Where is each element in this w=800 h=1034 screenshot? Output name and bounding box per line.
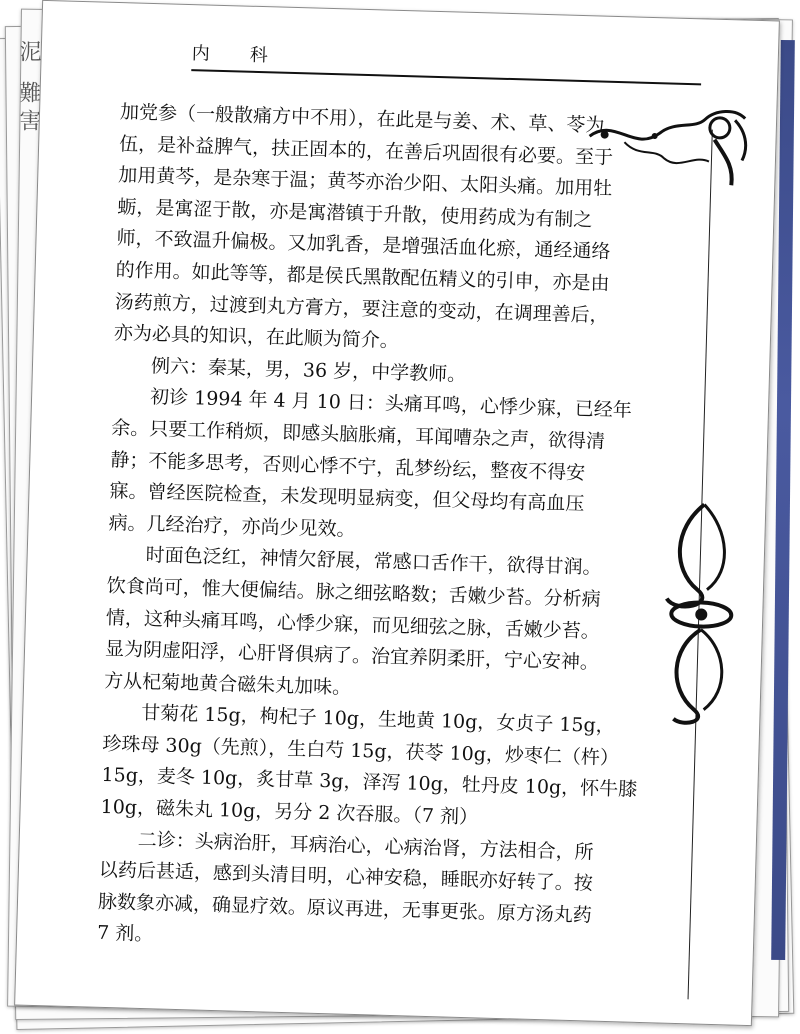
- text-line: 7 剂。: [96, 922, 154, 946]
- text-line: 寐。曾经医院检查，未发现明显病变，但父母均有高血压: [109, 480, 585, 516]
- text-line: 蛎，是寓涩于散，亦是寓潜镇于升散，使用药成为有制之: [117, 195, 593, 232]
- text-line: 的作用。如此等等，都是侯氏黑散配伍精义的引申，亦是由: [115, 259, 610, 295]
- text-line: 加党参（一般散痛方中不用），在此是与姜、术、草、苓为: [119, 101, 605, 137]
- body-text: [97, 97, 681, 965]
- text-line: 脉数象亦减，确显疗效。原议再进，无事更张。原方汤丸药: [97, 890, 593, 927]
- text-line: 病。几经治疗，亦尚少见效。: [108, 511, 356, 541]
- text-line: 加用黄芩，是杂寒于温；黄芩亦治少阳、太阳头痛。加用牡: [118, 164, 613, 201]
- text-line: 饮食尚可，惟大便偏结。脉之细弦略数；舌嫩少苔。分析病: [106, 574, 601, 611]
- text-line: 伍，是补益脾气，扶正固本的，在善后巩固很有必要。至于: [118, 132, 614, 169]
- text-line: 亦为必具的知识，在此顺为简介。: [113, 322, 400, 353]
- page-header: 内科: [191, 39, 702, 85]
- text-line: 时面色泛红，神情欠舒展，常感口舌作干，欲得甘润。: [145, 544, 602, 580]
- prescription-line: 15g，麦冬 10g，炙甘草 3g，泽泻 10g，牡丹皮 10g，怀牛膝: [101, 764, 638, 802]
- text-line: 余。只要工作稍烦，即感头脑胀痛，耳闻嘈杂之声，欲得清: [110, 416, 606, 453]
- prescription-line: 甘菊花 15g，枸杞子 10g，生地黄 10g，女贞子 15g，: [141, 702, 615, 738]
- text-line: 初诊 1994 年 4 月 10 日：头痛耳鸣，心悸少寐，已经年: [149, 386, 633, 422]
- text-line: 以药后甚适，感到头清目明，心神安稳，睡眠亦好转了。按: [98, 859, 594, 895]
- book-page: [14, 0, 780, 1026]
- prescription-line: 珍珠母 30g（先煎），生白芍 15g，茯苓 10g，炒枣仁（杵）: [102, 732, 620, 770]
- prescription-line: 10g，磁朱丸 10g，另分 2 次吞服。（7 剂）: [100, 795, 479, 829]
- text-line: 师，不致温升偏极。又加乳香，是增强活血化瘀，通经通络: [116, 227, 611, 264]
- text-line: 显为阴虚阳浮，心肝肾俱病了。治宜养阴柔肝，宁心安神。: [104, 638, 600, 674]
- text-line: 静；不能多思考，否则心悸不宁，乱梦纷纭，整夜不得安: [110, 448, 586, 484]
- case-heading: 例六：秦某，男，36 岁，中学教师。: [150, 354, 467, 386]
- text-line: 二诊：头病治肝，耳病治心，心病治肾，方法相合，所: [137, 828, 594, 864]
- underlying-page-fragment: 泥 難害: [16, 40, 41, 137]
- text-line: 情，这种头痛耳鸣，心悸少寐，而见细弦之脉，舌嫩少苔。: [105, 606, 601, 643]
- text-line: 汤药煎方，过渡到丸方膏方，要注意的变动，在调理善后，: [114, 290, 609, 327]
- text-line: 方从杞菊地黄合磁朱丸加味。: [103, 669, 352, 699]
